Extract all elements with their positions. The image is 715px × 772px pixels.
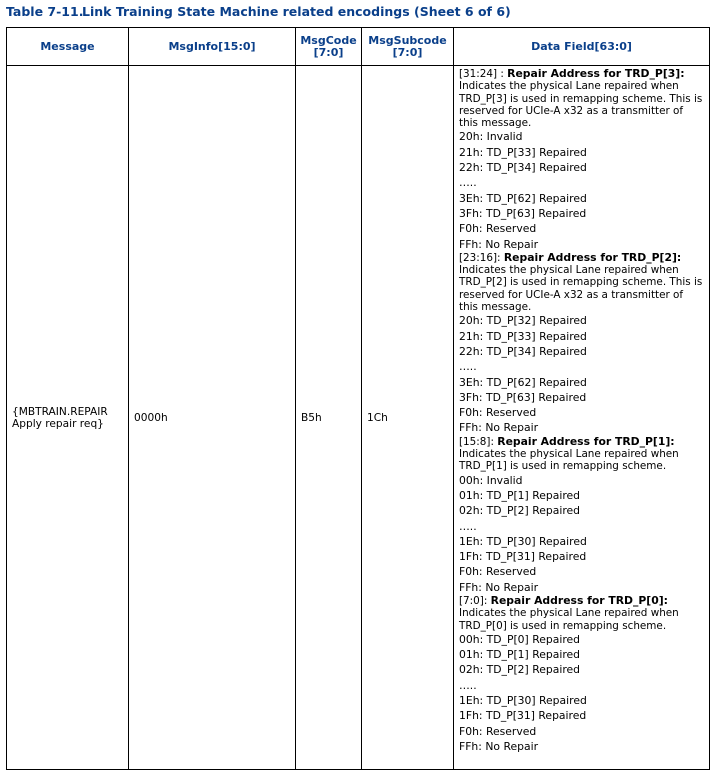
block-title: Repair Address for TRD_P[2]:: [503, 250, 682, 264]
bit-range: [23:16]:: [459, 251, 504, 264]
encoding-line: 1Eh: TD_P[30] Repaired: [459, 534, 587, 548]
encoding-line: 1Eh: TD_P[30] Repaired: [459, 694, 587, 708]
encoding-line: …..: [459, 176, 477, 190]
header-msginfo: MsgInfo[15:0]: [129, 28, 296, 66]
encoding-line: F0h: Reserved: [459, 565, 537, 579]
table-number: Table 7-11.: [6, 4, 84, 19]
encoding-line: FFh: No Repair: [459, 739, 539, 753]
cell-msgcode: B5h: [296, 66, 362, 770]
encoding-line: 01h: TD_P[1] Repaired: [459, 488, 581, 502]
encoding-line: 00h: Invalid: [459, 473, 523, 487]
encoding-line: 1Fh: TD_P[31] Repaired: [459, 550, 587, 564]
table-caption: [6, 4, 511, 22]
encoding-line: 3Eh: TD_P[62] Repaired: [459, 375, 587, 389]
block-desc-text: Indicates the physical Lane repaired when TRD_P[2] is used in remapping scheme. This is reserved for UCIe-A x32 as a transmitter of this message.: [459, 264, 703, 314]
block-title: Repair Address for TRD_P[3]:: [507, 67, 685, 80]
encoding-line: 3Fh: TD_P[63] Repaired: [459, 390, 587, 404]
encoding-line: F0h: Reserved: [459, 222, 537, 236]
encoding-line: 1Fh: TD_P[31] Repaired: [459, 709, 587, 723]
header-row: [7, 28, 710, 66]
block-desc-text: Indicates the physical Lane repaired when TRD_P[3] is used in remapping scheme. This is reserved for UCIe-A x32 as a transmitter of this message.: [459, 80, 703, 130]
block-desc-text: Indicates the physical Lane repaired when TRD_P[1] is used in remapping scheme.: [459, 448, 679, 473]
encoding-line: 21h: TD_P[33] Repaired: [459, 329, 587, 343]
data-field-block: [459, 595, 705, 754]
encoding-line: FFh: No Repair: [459, 421, 539, 435]
encoding-line: 00h: TD_P[0] Repaired: [459, 632, 581, 646]
encoding-line: 3Eh: TD_P[62] Repaired: [459, 191, 587, 205]
encoding-line: 01h: TD_P[1] Repaired: [459, 648, 581, 662]
encoding-line: 02h: TD_P[2] Repaired: [459, 663, 581, 677]
bit-range: [31:24] :: [459, 68, 508, 80]
encoding-line: 20h: Invalid: [459, 130, 523, 144]
data-field-block: [459, 252, 705, 436]
cell-msginfo: 0000h: [129, 66, 296, 770]
encoding-line: …..: [459, 678, 477, 692]
encoding-line: F0h: Reserved: [459, 724, 537, 738]
bit-range: [15:8]:: [459, 435, 498, 448]
encoding-line: F0h: Reserved: [459, 406, 537, 420]
encoding-line: FFh: No Repair: [459, 580, 539, 594]
cell-msgsubcode: 1Ch: [362, 66, 454, 770]
data-field-block: [459, 436, 705, 595]
block-description: [459, 436, 705, 473]
header-message: Message: [7, 28, 129, 66]
block-title: Repair Address for TRD_P[0]:: [490, 593, 668, 607]
encoding-line: 21h: TD_P[33] Repaired: [459, 145, 587, 159]
bit-range: [7:0]:: [459, 594, 491, 607]
encoding-line: 22h: TD_P[34] Repaired: [459, 344, 587, 358]
block-description: [459, 252, 705, 313]
cell-message: {MBTRAIN.REPAIR Apply repair req}: [7, 66, 129, 770]
data-field-blocks: [459, 68, 705, 754]
cell-datafield: [454, 66, 710, 770]
encoding-line: …..: [459, 360, 477, 374]
encoding-line: 20h: TD_P[32] Repaired: [459, 314, 587, 328]
block-title: Repair Address for TRD_P[1]:: [497, 434, 675, 448]
encoding-line: 02h: TD_P[2] Repaired: [459, 504, 581, 518]
header-msgsubcode: MsgSubcode [7:0]: [362, 28, 454, 66]
header-datafield: Data Field[63:0]: [454, 28, 710, 66]
encoding-line: FFh: No Repair: [459, 237, 539, 251]
block-description: [459, 68, 705, 129]
encodings-table: [6, 27, 710, 770]
block-desc-text: Indicates the physical Lane repaired when TRD_P[0] is used in remapping scheme.: [459, 607, 679, 632]
header-msgcode: MsgCode [7:0]: [296, 28, 362, 66]
encoding-line: 3Fh: TD_P[63] Repaired: [459, 206, 587, 220]
table-title: Link Training State Machine related encodings (Sheet 6 of 6): [82, 4, 511, 19]
table-row: [7, 66, 710, 770]
encoding-line: …..: [459, 519, 477, 533]
encoding-line: 22h: TD_P[34] Repaired: [459, 161, 587, 175]
data-field-block: [459, 68, 705, 252]
block-description: [459, 595, 705, 632]
